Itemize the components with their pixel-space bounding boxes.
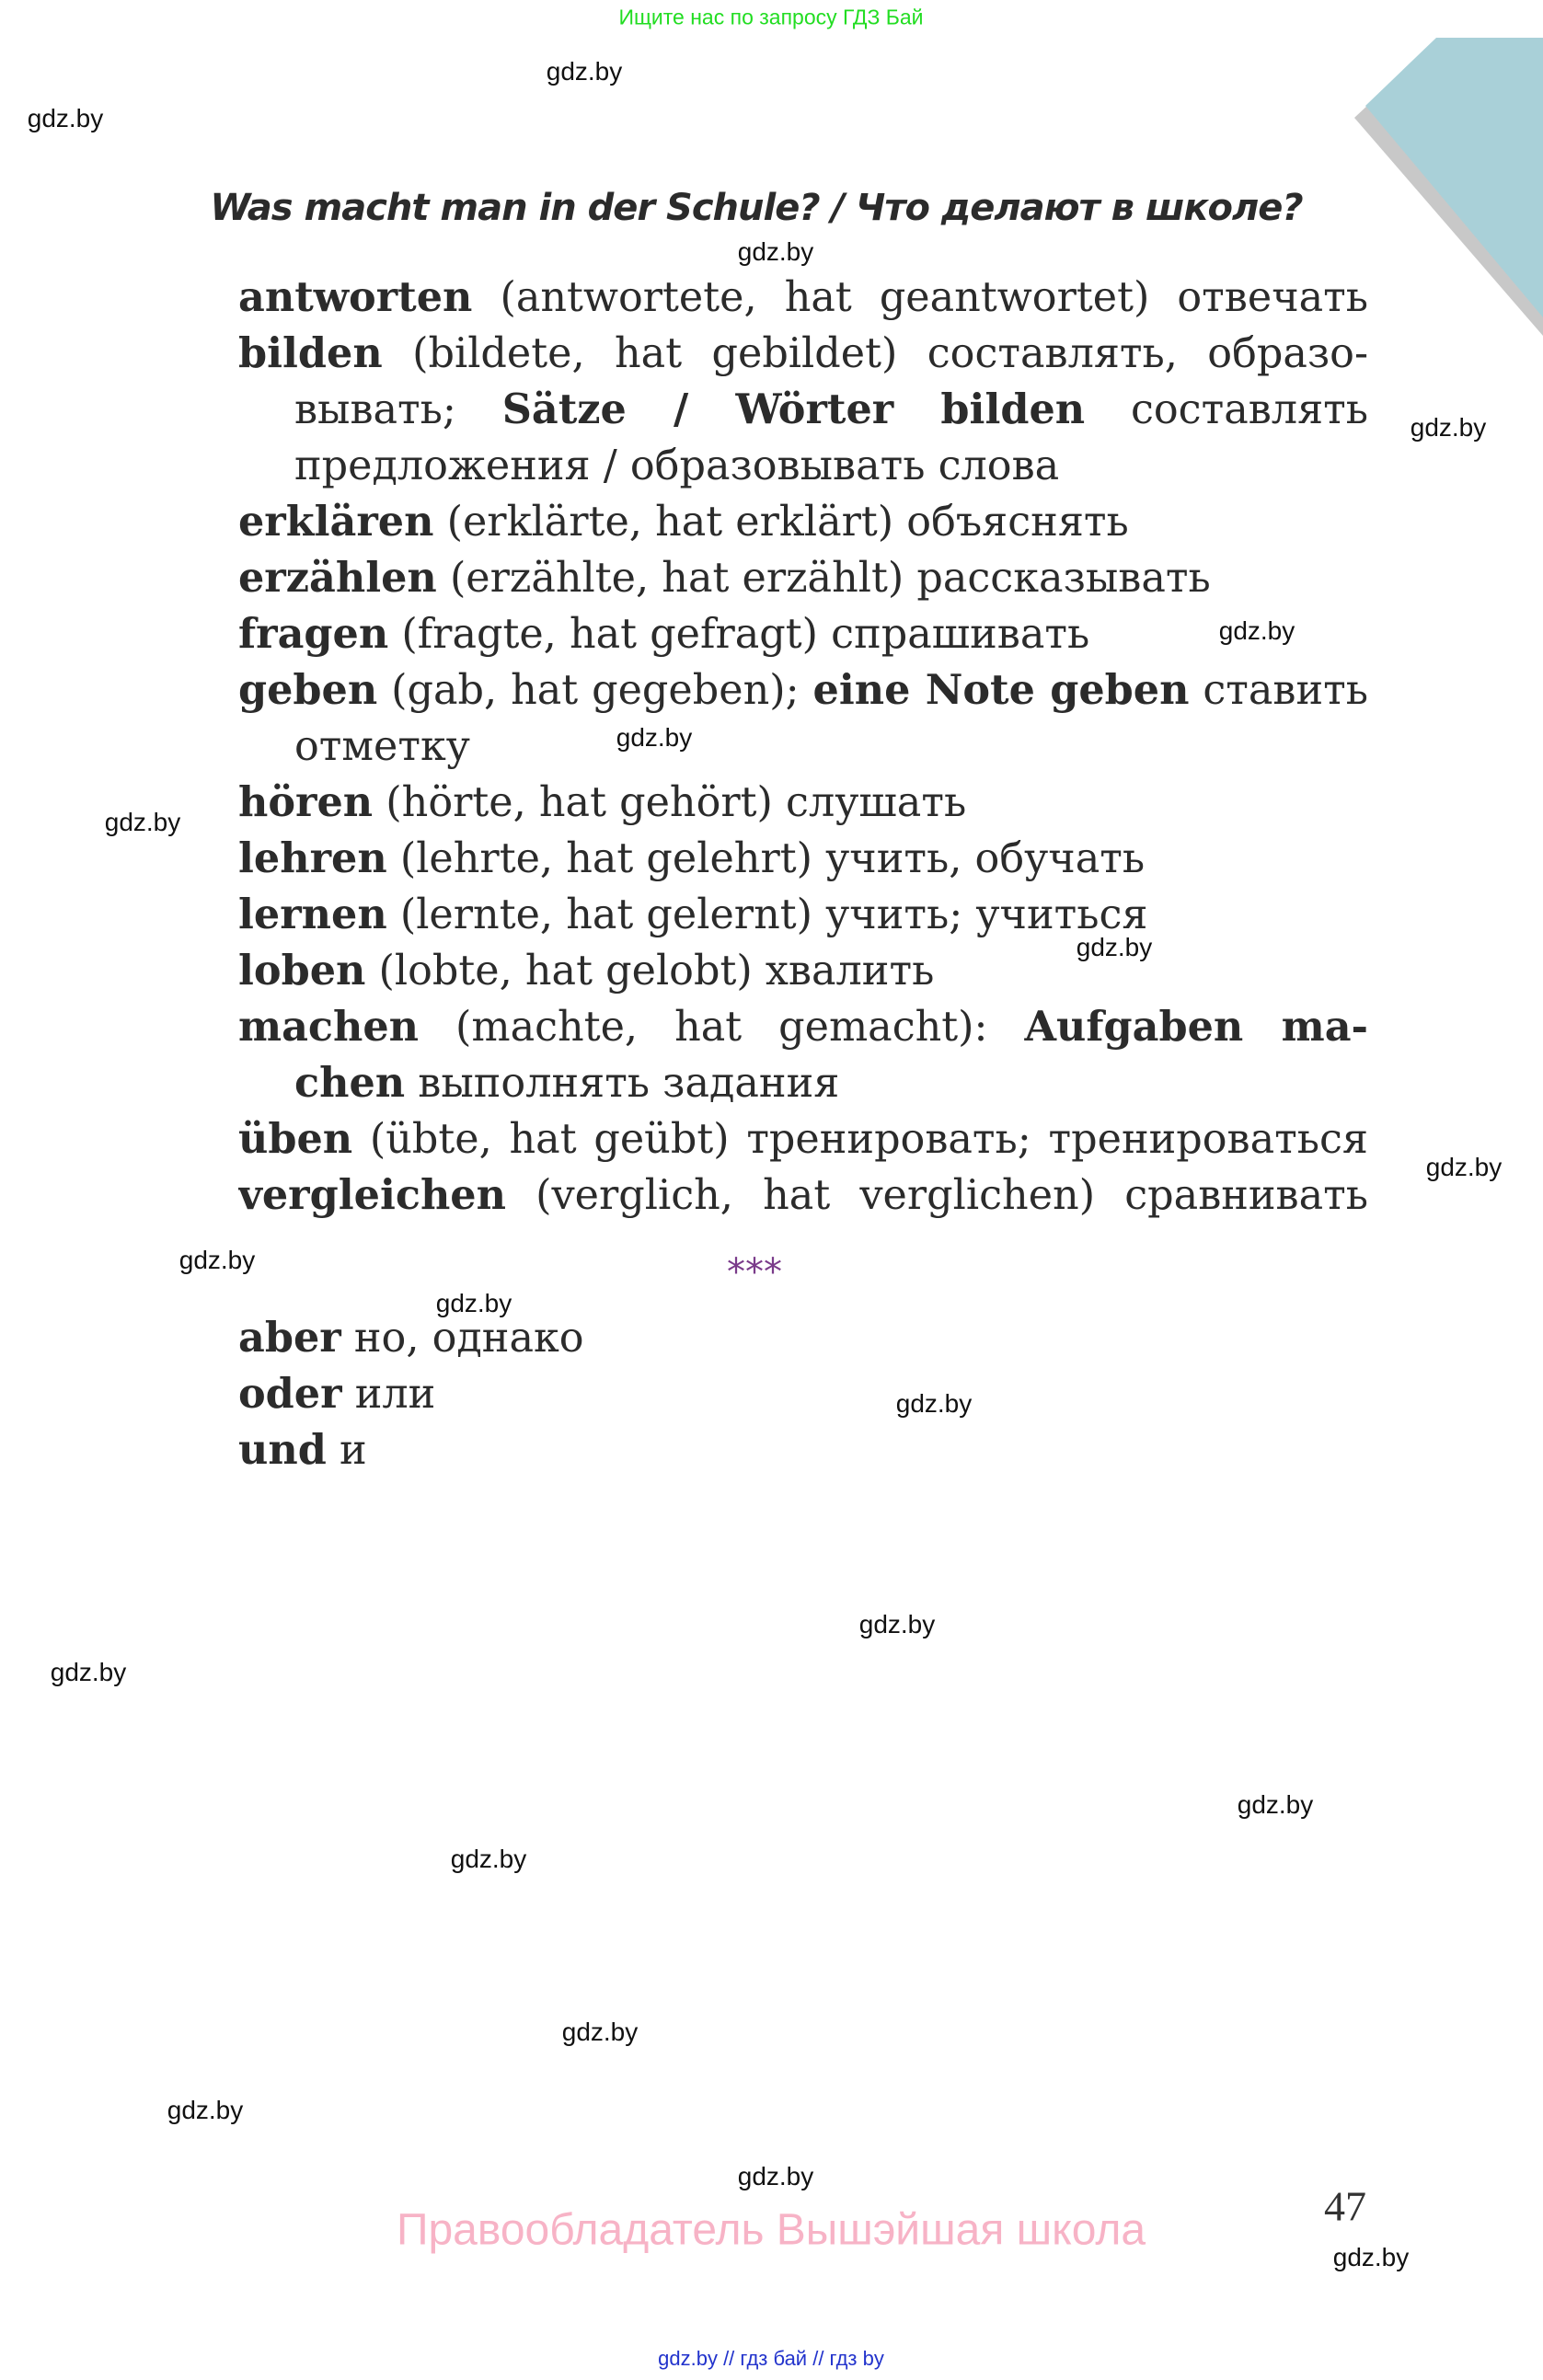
watermark: gdz.by (737, 237, 814, 266)
translation-text: (übte, hat geübt) тренировать; тренироваться (352, 1116, 1368, 1163)
translation-text: но, однако (340, 1315, 584, 1362)
watermark: gdz.by (1218, 616, 1295, 645)
watermark: gdz.by (27, 104, 104, 132)
watermark: gdz.by (50, 1658, 127, 1686)
translation-text: (verglich, hat verglichen) сравнивать (505, 1172, 1368, 1219)
vocab-line (238, 719, 1368, 775)
watermark: gdz.by (450, 1845, 527, 1873)
vocab-line (238, 326, 1368, 382)
watermark: gdz.by (561, 2018, 639, 2046)
translation-text: (lobte, hat gelobt) хвалить (365, 948, 935, 995)
vocab-line (238, 1422, 974, 1478)
vocab-line (238, 887, 1368, 943)
headword: hören (238, 778, 374, 826)
translation-text: и (326, 1427, 367, 1474)
watermark: gdz.by (895, 1389, 973, 1418)
watermark: gdz.by (546, 57, 623, 86)
watermark: gdz.by (1410, 413, 1487, 442)
translation-text: выполнять задания (405, 1060, 840, 1107)
translation-text: предложения / образовывать слова (294, 443, 1060, 489)
headword: fragen (238, 610, 389, 658)
headword: chen (294, 1059, 406, 1107)
headword: Aufgaben ma- (1024, 1003, 1368, 1051)
headword: vergleichen (238, 1171, 506, 1219)
translation-text: (erklärte, hat erklärt) объяснять (433, 499, 1129, 546)
headword: antworten (238, 273, 473, 321)
conjunctions-list (238, 1310, 974, 1478)
watermark: gdz.by (616, 723, 693, 752)
vocab-line (238, 1055, 1368, 1111)
translation-text: отметку (294, 723, 470, 770)
translation-text: (lernte, hat gelernt) учить; учиться (386, 891, 1148, 938)
vocab-line (238, 1366, 974, 1422)
translation-text: (gab, hat gegeben); (377, 667, 813, 714)
vocab-line (238, 438, 1368, 494)
headword: und (238, 1426, 327, 1474)
headword: erklären (238, 498, 434, 546)
headword: aber (238, 1314, 341, 1362)
translation-text: или (341, 1371, 436, 1418)
section-separator: *** (727, 1251, 782, 1293)
watermark: gdz.by (104, 808, 181, 836)
headword: loben (238, 947, 366, 995)
vocabulary-list (238, 270, 1368, 1224)
vocab-line (238, 270, 1368, 326)
watermark: gdz.by (858, 1610, 936, 1638)
translation-text: (hörte, hat gehört) слушать (373, 779, 967, 826)
watermark: gdz.by (1332, 2243, 1410, 2271)
headword: geben (238, 666, 378, 714)
headword: lernen (238, 891, 387, 938)
watermark: gdz.by (1076, 933, 1153, 961)
translation-text: составлять (1085, 386, 1368, 433)
headword: lehren (238, 834, 387, 882)
translation-text: (machte, hat gemacht): (419, 1004, 1025, 1051)
vocab-line (238, 1310, 974, 1366)
search-hint: Ищите нас по запросу ГДЗ Бай (618, 5, 924, 29)
headword: Sätze / Wörter bilden (501, 385, 1086, 433)
translation-text: ставить (1189, 667, 1368, 714)
headword: eine Note geben (812, 666, 1190, 714)
vocab-line (238, 1167, 1368, 1224)
watermark: gdz.by (178, 1246, 256, 1274)
vocab-line (238, 382, 1368, 438)
page-title: Was macht man in der Schule? / Что делают в школе? (210, 187, 1303, 229)
headword: oder (238, 1370, 342, 1418)
vocab-line (238, 775, 1368, 831)
vocab-line (238, 550, 1368, 606)
page-number: 47 (1324, 2182, 1366, 2230)
vocab-line (238, 943, 1368, 999)
translation-text: (bildete, hat gebildet) составлять, образо- (382, 330, 1368, 377)
vocab-line (238, 999, 1368, 1055)
translation-text: (fragte, hat gefragt) спрашивать (388, 611, 1090, 658)
vocab-line (238, 1111, 1368, 1167)
vocab-line (238, 606, 1368, 662)
watermark: gdz.by (167, 2096, 244, 2124)
watermark: gdz.by (1237, 1790, 1314, 1819)
headword: bilden (238, 329, 383, 377)
translation-text: (antwortete, hat geantwortet) отвечать (472, 274, 1368, 321)
translation-text: (erzählte, hat erzählt) рассказывать (436, 555, 1211, 602)
rights-holder: Правообладатель Вышэйшая школа (396, 2205, 1146, 2255)
headword: machen (238, 1003, 420, 1051)
vocab-line (238, 494, 1368, 550)
translation-text: (lehrte, hat gelehrt) учить, обучать (386, 835, 1146, 882)
headword: üben (238, 1115, 353, 1163)
corner-decoration (1343, 28, 1543, 340)
bottom-links[interactable]: gdz.by // гдз бай // гдз by (658, 2347, 884, 2370)
translation-text: вывать; (294, 386, 502, 433)
watermark: gdz.by (1425, 1153, 1503, 1181)
vocab-line (238, 831, 1368, 887)
corner-teal-shape (1365, 38, 1543, 317)
headword: erzählen (238, 554, 437, 602)
watermark: gdz.by (737, 2162, 814, 2190)
vocab-line (238, 662, 1368, 719)
watermark: gdz.by (435, 1289, 512, 1317)
